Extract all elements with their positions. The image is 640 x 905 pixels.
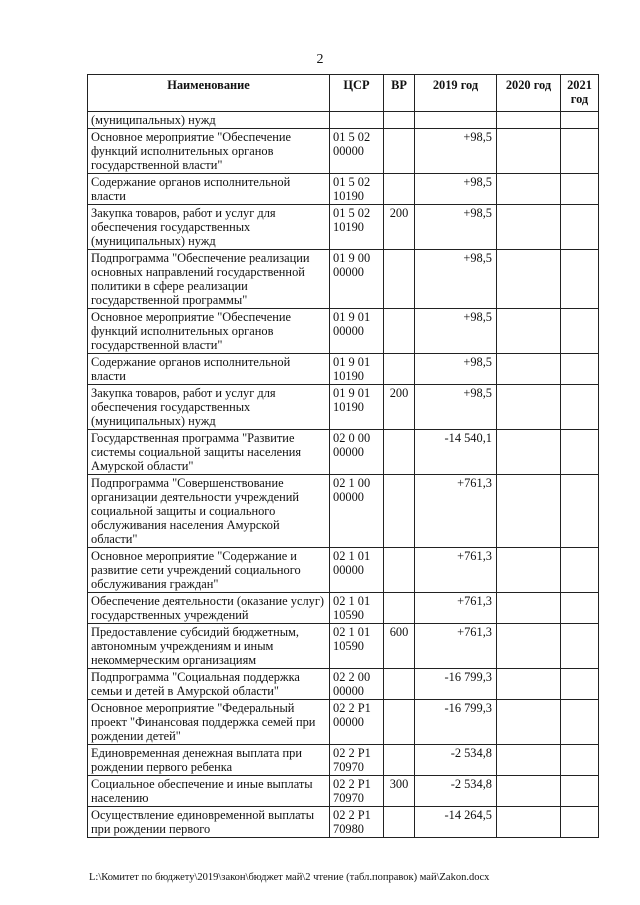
cell-2020	[497, 430, 561, 475]
cell-csr: 02 1 00 00000	[330, 475, 384, 548]
table-row	[88, 129, 599, 174]
cell-2020	[497, 354, 561, 385]
cell-csr: 01 9 00 00000	[330, 250, 384, 309]
budget-amendments-table	[87, 74, 599, 838]
table-row	[88, 669, 599, 700]
cell-2019: +98,5	[415, 385, 497, 430]
table-row	[88, 475, 599, 548]
cell-name: Основное мероприятие "Содержание и развитие сети учреждений социального обслуживания граждан"	[88, 548, 330, 593]
cell-vr	[384, 700, 415, 745]
cell-2020	[497, 624, 561, 669]
header-vr: ВР	[384, 75, 415, 112]
cell-csr: 02 2 Р1 70970	[330, 776, 384, 807]
cell-name: Предоставление субсидий бюджетным, автономным учреждениям и иным некоммерческим организациям	[88, 624, 330, 669]
table-row	[88, 593, 599, 624]
cell-2019: -14 540,1	[415, 430, 497, 475]
header-csr: ЦСР	[330, 75, 384, 112]
cell-name: Подпрограмма "Обеспечение реализации основных направлений государственной политики в сфере реализации государственной программы"	[88, 250, 330, 309]
table-row	[88, 385, 599, 430]
cell-csr: 01 9 01 00000	[330, 309, 384, 354]
cell-name: Государственная программа "Развитие системы социальной защиты населения Амурской области"	[88, 430, 330, 475]
cell-2021	[561, 250, 599, 309]
cell-2019: +761,3	[415, 624, 497, 669]
cell-csr: 02 2 Р1 70970	[330, 745, 384, 776]
cell-2019: -2 534,8	[415, 745, 497, 776]
table-header-row	[88, 75, 599, 112]
cell-2020	[497, 669, 561, 700]
cell-2021	[561, 745, 599, 776]
cell-name: Основное мероприятие "Федеральный проект "Финансовая поддержка семей при рождении детей"	[88, 700, 330, 745]
cell-name: Осуществление единовременной выплаты при рождении первого	[88, 807, 330, 838]
file-path-footer: L:\Комитет по бюджету\2019\закон\бюджет май\2 чтение (табл.поправок) май\Zakon.docx	[89, 872, 490, 883]
cell-2020	[497, 776, 561, 807]
table-row	[88, 250, 599, 309]
cell-2021	[561, 129, 599, 174]
cell-2021	[561, 669, 599, 700]
header-2019: 2019 год	[415, 75, 497, 112]
cell-name: Обеспечение деятельности (оказание услуг) государственных учреждений	[88, 593, 330, 624]
cell-2019: +98,5	[415, 129, 497, 174]
cell-vr	[384, 807, 415, 838]
cell-vr	[384, 354, 415, 385]
cell-2021	[561, 776, 599, 807]
cell-2021	[561, 593, 599, 624]
cell-2021	[561, 700, 599, 745]
page-number: 2	[316, 52, 324, 67]
cell-2020	[497, 250, 561, 309]
cell-2020	[497, 548, 561, 593]
table-row	[88, 112, 599, 129]
cell-2019	[415, 112, 497, 129]
table-row	[88, 700, 599, 745]
table-row	[88, 354, 599, 385]
cell-2021	[561, 112, 599, 129]
cell-vr	[384, 174, 415, 205]
cell-2019: +98,5	[415, 309, 497, 354]
cell-2020	[497, 700, 561, 745]
cell-name: Содержание органов исполнительной власти	[88, 174, 330, 205]
cell-2021	[561, 205, 599, 250]
cell-2021	[561, 548, 599, 593]
cell-2020	[497, 174, 561, 205]
cell-vr	[384, 129, 415, 174]
cell-vr: 300	[384, 776, 415, 807]
cell-2020	[497, 385, 561, 430]
cell-csr: 01 9 01 10190	[330, 354, 384, 385]
cell-vr: 600	[384, 624, 415, 669]
cell-2021	[561, 385, 599, 430]
cell-name: Основное мероприятие "Обеспечение функций исполнительных органов государственной власти"	[88, 309, 330, 354]
table-row	[88, 174, 599, 205]
cell-vr: 200	[384, 205, 415, 250]
cell-vr	[384, 309, 415, 354]
cell-vr	[384, 112, 415, 129]
cell-2021	[561, 174, 599, 205]
cell-name: Социальное обеспечение и иные выплаты населению	[88, 776, 330, 807]
cell-2019: -14 264,5	[415, 807, 497, 838]
cell-2020	[497, 129, 561, 174]
table-row	[88, 745, 599, 776]
cell-vr	[384, 250, 415, 309]
cell-name: Подпрограмма "Совершенствование организации деятельности учреждений социальной защиты и социального обслуживания населения Амурской области"	[88, 475, 330, 548]
cell-name: Закупка товаров, работ и услуг для обеспечения государственных (муниципальных) нужд	[88, 385, 330, 430]
table-row	[88, 776, 599, 807]
header-name: Наименование	[88, 75, 330, 112]
cell-2019: +761,3	[415, 475, 497, 548]
cell-csr: 02 0 00 00000	[330, 430, 384, 475]
cell-csr: 02 1 01 10590	[330, 593, 384, 624]
cell-csr	[330, 112, 384, 129]
cell-name: Содержание органов исполнительной власти	[88, 354, 330, 385]
cell-2020	[497, 745, 561, 776]
cell-2019: +98,5	[415, 354, 497, 385]
cell-2019: +98,5	[415, 250, 497, 309]
table-row	[88, 548, 599, 593]
cell-2020	[497, 112, 561, 129]
header-2021: 2021 год	[561, 75, 599, 112]
table-row	[88, 430, 599, 475]
cell-csr: 01 5 02 10190	[330, 205, 384, 250]
cell-csr: 02 2 Р1 70980	[330, 807, 384, 838]
cell-vr	[384, 430, 415, 475]
cell-2020	[497, 475, 561, 548]
cell-2021	[561, 309, 599, 354]
cell-2019: -16 799,3	[415, 669, 497, 700]
cell-2020	[497, 309, 561, 354]
cell-csr: 01 5 02 10190	[330, 174, 384, 205]
table-row	[88, 205, 599, 250]
cell-vr	[384, 548, 415, 593]
cell-name: Единовременная денежная выплата при рождении первого ребенка	[88, 745, 330, 776]
cell-csr: 01 9 01 10190	[330, 385, 384, 430]
cell-2020	[497, 205, 561, 250]
cell-2019: -2 534,8	[415, 776, 497, 807]
cell-2019: +761,3	[415, 593, 497, 624]
cell-2019: -16 799,3	[415, 700, 497, 745]
cell-2021	[561, 430, 599, 475]
cell-2021	[561, 475, 599, 548]
cell-csr: 02 2 Р1 00000	[330, 700, 384, 745]
cell-2021	[561, 807, 599, 838]
cell-vr	[384, 745, 415, 776]
cell-name: (муниципальных) нужд	[88, 112, 330, 129]
cell-2020	[497, 807, 561, 838]
cell-2019: +98,5	[415, 205, 497, 250]
cell-2019: +98,5	[415, 174, 497, 205]
table-row	[88, 309, 599, 354]
cell-csr: 02 2 00 00000	[330, 669, 384, 700]
cell-name: Подпрограмма "Социальная поддержка семьи и детей в Амурской области"	[88, 669, 330, 700]
table-row	[88, 624, 599, 669]
cell-vr	[384, 669, 415, 700]
cell-2021	[561, 624, 599, 669]
cell-vr	[384, 593, 415, 624]
cell-csr: 02 1 01 00000	[330, 548, 384, 593]
cell-vr	[384, 475, 415, 548]
cell-vr: 200	[384, 385, 415, 430]
cell-csr: 01 5 02 00000	[330, 129, 384, 174]
header-2020: 2020 год	[497, 75, 561, 112]
cell-name: Основное мероприятие "Обеспечение функций исполнительных органов государственной власти"	[88, 129, 330, 174]
cell-2021	[561, 354, 599, 385]
table-body	[88, 112, 599, 838]
cell-2019: +761,3	[415, 548, 497, 593]
table-row	[88, 807, 599, 838]
cell-csr: 02 1 01 10590	[330, 624, 384, 669]
cell-2020	[497, 593, 561, 624]
cell-name: Закупка товаров, работ и услуг для обеспечения государственных (муниципальных) нужд	[88, 205, 330, 250]
